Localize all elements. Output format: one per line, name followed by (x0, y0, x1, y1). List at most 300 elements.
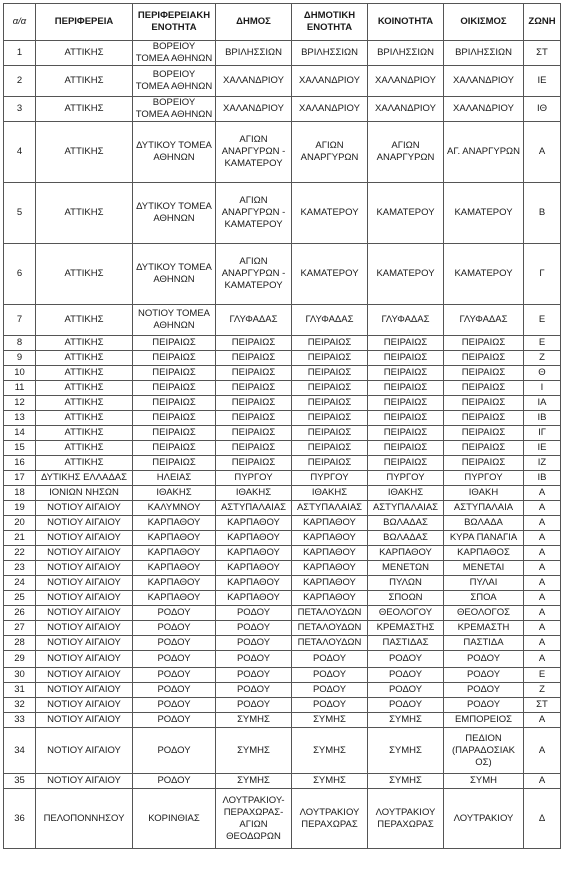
table-row (4, 546, 561, 561)
cell-dimos: ΡΟΔΟΥ (216, 621, 292, 636)
cell-zoni: Α (524, 606, 561, 621)
cell-zoni: Α (524, 713, 561, 728)
table-row (4, 351, 561, 366)
cell-aa: 21 (4, 531, 36, 546)
cell-dimos: ΡΟΔΟΥ (216, 606, 292, 621)
cell-periferiaki-enotita: ΡΟΔΟΥ (133, 621, 216, 636)
cell-aa: 28 (4, 636, 36, 651)
cell-koinotita: ΓΛΥΦΑΔΑΣ (368, 305, 444, 336)
cell-periferiaki-enotita: ΚΑΡΠΑΘΟΥ (133, 546, 216, 561)
cell-aa: 32 (4, 698, 36, 713)
cell-periferia: ΑΤΤΙΚΗΣ (36, 381, 133, 396)
table-body (4, 41, 561, 849)
zones-table (3, 3, 561, 849)
cell-koinotita: ΑΓΙΩΝ ΑΝΑΡΓΥΡΩΝ (368, 122, 444, 183)
cell-dimos: ΓΛΥΦΑΔΑΣ (216, 305, 292, 336)
cell-koinotita: ΚΑΜΑΤΕΡΟΥ (368, 183, 444, 244)
cell-oikismos: ΠΑΣΤΙΔΑ (444, 636, 524, 651)
cell-zoni: Α (524, 486, 561, 501)
cell-aa: 14 (4, 426, 36, 441)
table-row (4, 606, 561, 621)
cell-oikismos: ΠΕΔΙΟΝ (ΠΑΡΑΔΟΣΙΑΚ ΟΣ) (444, 728, 524, 774)
cell-dimotiki-enotita: ΠΕΤΑΛΟΥΔΩΝ (292, 606, 368, 621)
cell-aa: 6 (4, 244, 36, 305)
cell-koinotita: ΛΟΥΤΡΑΚΙΟΥ ΠΕΡΑΧΩΡΑΣ (368, 789, 444, 849)
cell-zoni: ΙΕ (524, 441, 561, 456)
cell-periferia: ΝΟΤΙΟΥ ΑΙΓΑΙΟΥ (36, 516, 133, 531)
cell-aa: 33 (4, 713, 36, 728)
cell-zoni: Α (524, 501, 561, 516)
cell-oikismos: ΒΩΛΑΔΑ (444, 516, 524, 531)
cell-aa: 19 (4, 501, 36, 516)
cell-koinotita: ΡΟΔΟΥ (368, 698, 444, 713)
cell-koinotita: ΠΕΙΡΑΙΩΣ (368, 366, 444, 381)
header-row (4, 4, 561, 41)
table-row (4, 531, 561, 546)
cell-periferia: ΝΟΤΙΟΥ ΑΙΓΑΙΟΥ (36, 651, 133, 668)
cell-periferiaki-enotita: ΠΕΙΡΑΙΩΣ (133, 456, 216, 471)
table-row (4, 366, 561, 381)
cell-aa: 17 (4, 471, 36, 486)
cell-periferiaki-enotita: ΒΟΡΕΙΟΥ ΤΟΜΕΑ ΑΘΗΝΩΝ (133, 97, 216, 122)
cell-oikismos: ΧΑΛΑΝΔΡΙΟΥ (444, 66, 524, 97)
cell-zoni: Α (524, 122, 561, 183)
cell-periferiaki-enotita: ΚΑΡΠΑΘΟΥ (133, 516, 216, 531)
cell-zoni: Γ (524, 244, 561, 305)
cell-dimotiki-enotita: ΠΕΙΡΑΙΩΣ (292, 426, 368, 441)
cell-oikismos: ΡΟΔΟΥ (444, 683, 524, 698)
cell-periferia: ΑΤΤΙΚΗΣ (36, 97, 133, 122)
cell-periferiaki-enotita: ΠΕΙΡΑΙΩΣ (133, 336, 216, 351)
cell-dimos: ΠΕΙΡΑΙΩΣ (216, 336, 292, 351)
cell-periferia: ΑΤΤΙΚΗΣ (36, 351, 133, 366)
cell-aa: 22 (4, 546, 36, 561)
cell-oikismos: ΧΑΛΑΝΔΡΙΟΥ (444, 97, 524, 122)
cell-periferia: ΝΟΤΙΟΥ ΑΙΓΑΙΟΥ (36, 591, 133, 606)
cell-periferia: ΝΟΤΙΟΥ ΑΙΓΑΙΟΥ (36, 546, 133, 561)
cell-koinotita: ΣΥΜΗΣ (368, 774, 444, 789)
cell-periferiaki-enotita: ΔΥΤΙΚΟΥ ΤΟΜΕΑ ΑΘΗΝΩΝ (133, 122, 216, 183)
cell-oikismos: ΣΥΜΗ (444, 774, 524, 789)
cell-periferiaki-enotita: ΡΟΔΟΥ (133, 651, 216, 668)
table-row (4, 183, 561, 244)
cell-dimotiki-enotita: ΧΑΛΑΝΔΡΙΟΥ (292, 97, 368, 122)
table-row (4, 621, 561, 636)
table-row (4, 561, 561, 576)
cell-dimos: ΠΕΙΡΑΙΩΣ (216, 456, 292, 471)
cell-oikismos: ΚΑΜΑΤΕΡΟΥ (444, 244, 524, 305)
cell-dimos: ΙΘΑΚΗΣ (216, 486, 292, 501)
cell-periferia: ΝΟΤΙΟΥ ΑΙΓΑΙΟΥ (36, 621, 133, 636)
cell-oikismos: ΠΥΡΓΟΥ (444, 471, 524, 486)
cell-periferia: ΑΤΤΙΚΗΣ (36, 441, 133, 456)
cell-dimotiki-enotita: ΠΥΡΓΟΥ (292, 471, 368, 486)
cell-dimos: ΠΕΙΡΑΙΩΣ (216, 411, 292, 426)
cell-dimotiki-enotita: ΣΥΜΗΣ (292, 713, 368, 728)
cell-oikismos: ΕΜΠΟΡΕΙΟΣ (444, 713, 524, 728)
cell-koinotita: ΡΟΔΟΥ (368, 683, 444, 698)
table-row (4, 774, 561, 789)
cell-dimotiki-enotita: ΠΕΙΡΑΙΩΣ (292, 351, 368, 366)
cell-koinotita: ΘΕΟΛΟΓΟΥ (368, 606, 444, 621)
cell-dimos: ΡΟΔΟΥ (216, 698, 292, 713)
cell-oikismos: ΡΟΔΟΥ (444, 651, 524, 668)
table-row (4, 41, 561, 66)
cell-oikismos: ΜΕΝΕΤΑΙ (444, 561, 524, 576)
cell-dimotiki-enotita: ΠΕΤΑΛΟΥΔΩΝ (292, 636, 368, 651)
cell-periferia: ΝΟΤΙΟΥ ΑΙΓΑΙΟΥ (36, 713, 133, 728)
cell-zoni: Α (524, 728, 561, 774)
header-zoni: ΖΩΝΗ (524, 4, 561, 41)
cell-dimotiki-enotita: ΚΑΡΠΑΘΟΥ (292, 576, 368, 591)
cell-koinotita: ΡΟΔΟΥ (368, 668, 444, 683)
cell-oikismos: ΠΕΙΡΑΙΩΣ (444, 411, 524, 426)
header-periferiaki-enotita: ΠΕΡΙΦΕΡΕΙΑΚΗ ΕΝΟΤΗΤΑ (133, 4, 216, 41)
cell-koinotita: ΠΕΙΡΑΙΩΣ (368, 426, 444, 441)
cell-koinotita: ΒΩΛΑΔΑΣ (368, 516, 444, 531)
cell-periferia: ΑΤΤΙΚΗΣ (36, 244, 133, 305)
cell-dimotiki-enotita: ΑΓΙΩΝ ΑΝΑΡΓΥΡΩΝ (292, 122, 368, 183)
cell-dimos: ΡΟΔΟΥ (216, 651, 292, 668)
cell-koinotita: ΡΟΔΟΥ (368, 651, 444, 668)
cell-periferiaki-enotita: ΝΟΤΙΟΥ ΤΟΜΕΑ ΑΘΗΝΩΝ (133, 305, 216, 336)
cell-dimotiki-enotita: ΠΕΙΡΑΙΩΣ (292, 456, 368, 471)
cell-oikismos: ΠΕΙΡΑΙΩΣ (444, 351, 524, 366)
cell-periferiaki-enotita: ΚΟΡΙΝΘΙΑΣ (133, 789, 216, 849)
cell-dimos: ΣΥΜΗΣ (216, 728, 292, 774)
cell-zoni: Ζ (524, 683, 561, 698)
cell-periferiaki-enotita: ΠΕΙΡΑΙΩΣ (133, 426, 216, 441)
cell-aa: 12 (4, 396, 36, 411)
cell-dimotiki-enotita: ΡΟΔΟΥ (292, 668, 368, 683)
cell-oikismos: ΠΕΙΡΑΙΩΣ (444, 381, 524, 396)
cell-koinotita: ΣΠΟΩΝ (368, 591, 444, 606)
cell-periferia: ΝΟΤΙΟΥ ΑΙΓΑΙΟΥ (36, 576, 133, 591)
cell-periferiaki-enotita: ΠΕΙΡΑΙΩΣ (133, 381, 216, 396)
cell-aa: 24 (4, 576, 36, 591)
cell-zoni: Α (524, 561, 561, 576)
table-row (4, 305, 561, 336)
cell-aa: 15 (4, 441, 36, 456)
cell-periferiaki-enotita: ΡΟΔΟΥ (133, 606, 216, 621)
cell-periferia: ΝΟΤΙΟΥ ΑΙΓΑΙΟΥ (36, 774, 133, 789)
cell-koinotita: ΚΑΡΠΑΘΟΥ (368, 546, 444, 561)
cell-periferia: ΑΤΤΙΚΗΣ (36, 66, 133, 97)
table-row (4, 591, 561, 606)
table-row (4, 698, 561, 713)
cell-periferia: ΑΤΤΙΚΗΣ (36, 305, 133, 336)
table-row (4, 728, 561, 774)
cell-dimos: ΣΥΜΗΣ (216, 713, 292, 728)
cell-periferia: ΑΤΤΙΚΗΣ (36, 396, 133, 411)
cell-koinotita: ΠΕΙΡΑΙΩΣ (368, 351, 444, 366)
cell-oikismos: ΛΟΥΤΡΑΚΙΟΥ (444, 789, 524, 849)
cell-aa: 7 (4, 305, 36, 336)
cell-dimotiki-enotita: ΓΛΥΦΑΔΑΣ (292, 305, 368, 336)
cell-dimos: ΣΥΜΗΣ (216, 774, 292, 789)
cell-dimotiki-enotita: ΚΑΡΠΑΘΟΥ (292, 516, 368, 531)
cell-zoni: Ε (524, 668, 561, 683)
cell-dimos: ΑΣΤΥΠΑΛΑΙΑΣ (216, 501, 292, 516)
cell-periferia: ΑΤΤΙΚΗΣ (36, 411, 133, 426)
cell-dimotiki-enotita: ΚΑΡΠΑΘΟΥ (292, 531, 368, 546)
cell-oikismos: ΠΕΙΡΑΙΩΣ (444, 366, 524, 381)
header-koinotita: ΚΟΙΝΟΤΗΤΑ (368, 4, 444, 41)
cell-dimotiki-enotita: ΑΣΤΥΠΑΛΑΙΑΣ (292, 501, 368, 516)
cell-oikismos: ΚΡΕΜΑΣΤΗ (444, 621, 524, 636)
cell-periferiaki-enotita: ΗΛΕΙΑΣ (133, 471, 216, 486)
cell-koinotita: ΠΕΙΡΑΙΩΣ (368, 381, 444, 396)
cell-periferia: ΝΟΤΙΟΥ ΑΙΓΑΙΟΥ (36, 561, 133, 576)
cell-koinotita: ΠΕΙΡΑΙΩΣ (368, 441, 444, 456)
cell-zoni: Α (524, 636, 561, 651)
cell-dimotiki-enotita: ΧΑΛΑΝΔΡΙΟΥ (292, 66, 368, 97)
table-row (4, 456, 561, 471)
cell-dimotiki-enotita: ΠΕΙΡΑΙΩΣ (292, 381, 368, 396)
cell-aa: 1 (4, 41, 36, 66)
cell-periferia: ΝΟΤΙΟΥ ΑΙΓΑΙΟΥ (36, 606, 133, 621)
cell-dimotiki-enotita: ΣΥΜΗΣ (292, 728, 368, 774)
cell-zoni: ΙΓ (524, 426, 561, 441)
cell-dimotiki-enotita: ΠΕΤΑΛΟΥΔΩΝ (292, 621, 368, 636)
table-row (4, 66, 561, 97)
cell-dimos: ΠΥΡΓΟΥ (216, 471, 292, 486)
cell-oikismos: ΙΘΑΚΗ (444, 486, 524, 501)
table-row (4, 636, 561, 651)
table-row (4, 396, 561, 411)
cell-zoni: ΣΤ (524, 41, 561, 66)
cell-periferia: ΙΟΝΙΩΝ ΝΗΣΩΝ (36, 486, 133, 501)
cell-dimotiki-enotita: ΒΡΙΛΗΣΣΙΩΝ (292, 41, 368, 66)
cell-oikismos: ΒΡΙΛΗΣΣΙΩΝ (444, 41, 524, 66)
cell-dimotiki-enotita: ΠΕΙΡΑΙΩΣ (292, 411, 368, 426)
cell-aa: 3 (4, 97, 36, 122)
cell-aa: 11 (4, 381, 36, 396)
cell-oikismos: ΠΕΙΡΑΙΩΣ (444, 456, 524, 471)
cell-aa: 27 (4, 621, 36, 636)
cell-dimos: ΧΑΛΑΝΔΡΙΟΥ (216, 97, 292, 122)
cell-periferiaki-enotita: ΠΕΙΡΑΙΩΣ (133, 351, 216, 366)
table-row (4, 651, 561, 668)
cell-periferiaki-enotita: ΡΟΔΟΥ (133, 683, 216, 698)
cell-dimos: ΑΓΙΩΝ ΑΝΑΡΓΥΡΩΝ - ΚΑΜΑΤΕΡΟΥ (216, 244, 292, 305)
cell-periferiaki-enotita: ΚΑΛΥΜΝΟΥ (133, 501, 216, 516)
cell-periferia: ΝΟΤΙΟΥ ΑΙΓΑΙΟΥ (36, 636, 133, 651)
table-row (4, 516, 561, 531)
cell-periferiaki-enotita: ΒΟΡΕΙΟΥ ΤΟΜΕΑ ΑΘΗΝΩΝ (133, 41, 216, 66)
table-row (4, 441, 561, 456)
cell-koinotita: ΚΑΜΑΤΕΡΟΥ (368, 244, 444, 305)
table-row (4, 713, 561, 728)
cell-aa: 10 (4, 366, 36, 381)
cell-koinotita: ΠΕΙΡΑΙΩΣ (368, 456, 444, 471)
cell-periferiaki-enotita: ΡΟΔΟΥ (133, 668, 216, 683)
cell-dimotiki-enotita: ΛΟΥΤΡΑΚΙΟΥ ΠΕΡΑΧΩΡΑΣ (292, 789, 368, 849)
cell-oikismos: ΑΣΤΥΠΑΛΑΙΑ (444, 501, 524, 516)
header-aa: α/α (4, 4, 36, 41)
cell-aa: 36 (4, 789, 36, 849)
cell-periferia: ΝΟΤΙΟΥ ΑΙΓΑΙΟΥ (36, 501, 133, 516)
table-row (4, 471, 561, 486)
cell-oikismos: ΑΓ. ΑΝΑΡΓΥΡΩΝ (444, 122, 524, 183)
cell-oikismos: ΠΕΙΡΑΙΩΣ (444, 441, 524, 456)
cell-zoni: Ε (524, 305, 561, 336)
table-row (4, 789, 561, 849)
cell-dimos: ΠΕΙΡΑΙΩΣ (216, 351, 292, 366)
cell-periferia: ΑΤΤΙΚΗΣ (36, 456, 133, 471)
cell-aa: 34 (4, 728, 36, 774)
cell-koinotita: ΠΕΙΡΑΙΩΣ (368, 396, 444, 411)
table-row (4, 683, 561, 698)
cell-dimos: ΠΕΙΡΑΙΩΣ (216, 396, 292, 411)
cell-zoni: ΙΖ (524, 456, 561, 471)
cell-oikismos: ΠΕΙΡΑΙΩΣ (444, 396, 524, 411)
cell-dimotiki-enotita: ΠΕΙΡΑΙΩΣ (292, 396, 368, 411)
cell-zoni: ΙΕ (524, 66, 561, 97)
cell-zoni: ΙΘ (524, 97, 561, 122)
cell-periferia: ΑΤΤΙΚΗΣ (36, 366, 133, 381)
cell-oikismos: ΣΠΟΑ (444, 591, 524, 606)
cell-dimos: ΚΑΡΠΑΘΟΥ (216, 561, 292, 576)
cell-periferiaki-enotita: ΔΥΤΙΚΟΥ ΤΟΜΕΑ ΑΘΗΝΩΝ (133, 183, 216, 244)
cell-dimos: ΡΟΔΟΥ (216, 668, 292, 683)
cell-periferiaki-enotita: ΚΑΡΠΑΘΟΥ (133, 531, 216, 546)
cell-periferia: ΠΕΛΟΠΟΝΝΗΣΟΥ (36, 789, 133, 849)
cell-periferia: ΝΟΤΙΟΥ ΑΙΓΑΙΟΥ (36, 728, 133, 774)
table-row (4, 668, 561, 683)
cell-dimos: ΧΑΛΑΝΔΡΙΟΥ (216, 66, 292, 97)
cell-oikismos: ΠΕΙΡΑΙΩΣ (444, 336, 524, 351)
cell-periferiaki-enotita: ΡΟΔΟΥ (133, 698, 216, 713)
cell-periferia: ΝΟΤΙΟΥ ΑΙΓΑΙΟΥ (36, 531, 133, 546)
table-row (4, 244, 561, 305)
table-row (4, 576, 561, 591)
cell-oikismos: ΠΥΛΑΙ (444, 576, 524, 591)
cell-koinotita: ΠΥΛΩΝ (368, 576, 444, 591)
cell-zoni: Α (524, 516, 561, 531)
cell-oikismos: ΚΥΡΑ ΠΑΝΑΓΙΑ (444, 531, 524, 546)
table-row (4, 501, 561, 516)
cell-periferia: ΔΥΤΙΚΗΣ ΕΛΛΑΔΑΣ (36, 471, 133, 486)
cell-periferiaki-enotita: ΒΟΡΕΙΟΥ ΤΟΜΕΑ ΑΘΗΝΩΝ (133, 66, 216, 97)
cell-koinotita: ΙΘΑΚΗΣ (368, 486, 444, 501)
cell-dimos: ΠΕΙΡΑΙΩΣ (216, 426, 292, 441)
cell-koinotita: ΣΥΜΗΣ (368, 728, 444, 774)
cell-dimos: ΑΓΙΩΝ ΑΝΑΡΓΥΡΩΝ - ΚΑΜΑΤΕΡΟΥ (216, 183, 292, 244)
table-row (4, 411, 561, 426)
cell-aa: 16 (4, 456, 36, 471)
cell-zoni: Α (524, 651, 561, 668)
cell-dimos: ΡΟΔΟΥ (216, 636, 292, 651)
cell-koinotita: ΜΕΝΕΤΩΝ (368, 561, 444, 576)
cell-zoni: Ι (524, 381, 561, 396)
cell-dimotiki-enotita: ΚΑΜΑΤΕΡΟΥ (292, 244, 368, 305)
cell-aa: 4 (4, 122, 36, 183)
cell-periferia: ΝΟΤΙΟΥ ΑΙΓΑΙΟΥ (36, 668, 133, 683)
cell-dimos: ΡΟΔΟΥ (216, 683, 292, 698)
cell-zoni: Α (524, 576, 561, 591)
cell-zoni: ΙΒ (524, 471, 561, 486)
cell-dimos: ΛΟΥΤΡΑΚΙΟΥ- ΠΕΡΑΧΩΡΑΣ- ΑΓΙΩΝ ΘΕΟΔΩΡΩΝ (216, 789, 292, 849)
cell-periferia: ΑΤΤΙΚΗΣ (36, 426, 133, 441)
cell-aa: 9 (4, 351, 36, 366)
header-oikismos: ΟΙΚΙΣΜΟΣ (444, 4, 524, 41)
cell-periferiaki-enotita: ΡΟΔΟΥ (133, 774, 216, 789)
cell-dimotiki-enotita: ΡΟΔΟΥ (292, 683, 368, 698)
cell-zoni: Ε (524, 336, 561, 351)
cell-dimos: ΚΑΡΠΑΘΟΥ (216, 576, 292, 591)
table-row (4, 122, 561, 183)
cell-koinotita: ΠΑΣΤΙΔΑΣ (368, 636, 444, 651)
cell-aa: 29 (4, 651, 36, 668)
cell-oikismos: ΠΕΙΡΑΙΩΣ (444, 426, 524, 441)
cell-koinotita: ΚΡΕΜΑΣΤΗΣ (368, 621, 444, 636)
cell-aa: 20 (4, 516, 36, 531)
cell-periferiaki-enotita: ΡΟΔΟΥ (133, 728, 216, 774)
cell-dimotiki-enotita: ΚΑΡΠΑΘΟΥ (292, 546, 368, 561)
cell-dimos: ΠΕΙΡΑΙΩΣ (216, 381, 292, 396)
cell-koinotita: ΒΩΛΑΔΑΣ (368, 531, 444, 546)
cell-dimos: ΠΕΙΡΑΙΩΣ (216, 366, 292, 381)
cell-koinotita: ΧΑΛΑΝΔΡΙΟΥ (368, 97, 444, 122)
cell-periferiaki-enotita: ΚΑΡΠΑΘΟΥ (133, 561, 216, 576)
cell-dimotiki-enotita: ΡΟΔΟΥ (292, 698, 368, 713)
cell-periferia: ΑΤΤΙΚΗΣ (36, 336, 133, 351)
cell-periferia: ΝΟΤΙΟΥ ΑΙΓΑΙΟΥ (36, 698, 133, 713)
header-periferia: ΠΕΡΙΦΕΡΕΙΑ (36, 4, 133, 41)
cell-periferia: ΑΤΤΙΚΗΣ (36, 122, 133, 183)
cell-dimotiki-enotita: ΠΕΙΡΑΙΩΣ (292, 366, 368, 381)
cell-zoni: Θ (524, 366, 561, 381)
cell-periferiaki-enotita: ΠΕΙΡΑΙΩΣ (133, 411, 216, 426)
cell-dimos: ΒΡΙΛΗΣΣΙΩΝ (216, 41, 292, 66)
cell-periferiaki-enotita: ΔΥΤΙΚΟΥ ΤΟΜΕΑ ΑΘΗΝΩΝ (133, 244, 216, 305)
cell-zoni: Α (524, 621, 561, 636)
cell-zoni: Α (524, 531, 561, 546)
table-row (4, 486, 561, 501)
cell-dimos: ΠΕΙΡΑΙΩΣ (216, 441, 292, 456)
cell-zoni: ΙΑ (524, 396, 561, 411)
cell-aa: 25 (4, 591, 36, 606)
cell-periferiaki-enotita: ΚΑΡΠΑΘΟΥ (133, 591, 216, 606)
cell-koinotita: ΠΕΙΡΑΙΩΣ (368, 411, 444, 426)
cell-dimos: ΚΑΡΠΑΘΟΥ (216, 531, 292, 546)
cell-zoni: Β (524, 183, 561, 244)
cell-aa: 5 (4, 183, 36, 244)
cell-oikismos: ΚΑΜΑΤΕΡΟΥ (444, 183, 524, 244)
cell-zoni: Α (524, 591, 561, 606)
cell-periferiaki-enotita: ΡΟΔΟΥ (133, 713, 216, 728)
cell-periferiaki-enotita: ΠΕΙΡΑΙΩΣ (133, 396, 216, 411)
cell-periferiaki-enotita: ΠΕΙΡΑΙΩΣ (133, 366, 216, 381)
cell-aa: 18 (4, 486, 36, 501)
cell-zoni: Α (524, 546, 561, 561)
cell-aa: 23 (4, 561, 36, 576)
cell-oikismos: ΘΕΟΛΟΓΟΣ (444, 606, 524, 621)
cell-dimotiki-enotita: ΣΥΜΗΣ (292, 774, 368, 789)
cell-aa: 13 (4, 411, 36, 426)
cell-zoni: ΣΤ (524, 698, 561, 713)
cell-periferiaki-enotita: ΚΑΡΠΑΘΟΥ (133, 576, 216, 591)
table-row (4, 97, 561, 122)
cell-dimos: ΚΑΡΠΑΘΟΥ (216, 516, 292, 531)
cell-oikismos: ΡΟΔΟΥ (444, 668, 524, 683)
cell-zoni: Α (524, 774, 561, 789)
cell-zoni: Δ (524, 789, 561, 849)
header-dimotiki-enotita: ΔΗΜΟΤΙΚΗ ΕΝΟΤΗΤΑ (292, 4, 368, 41)
cell-koinotita: ΑΣΤΥΠΑΛΑΙΑΣ (368, 501, 444, 516)
cell-dimos: ΚΑΡΠΑΘΟΥ (216, 546, 292, 561)
